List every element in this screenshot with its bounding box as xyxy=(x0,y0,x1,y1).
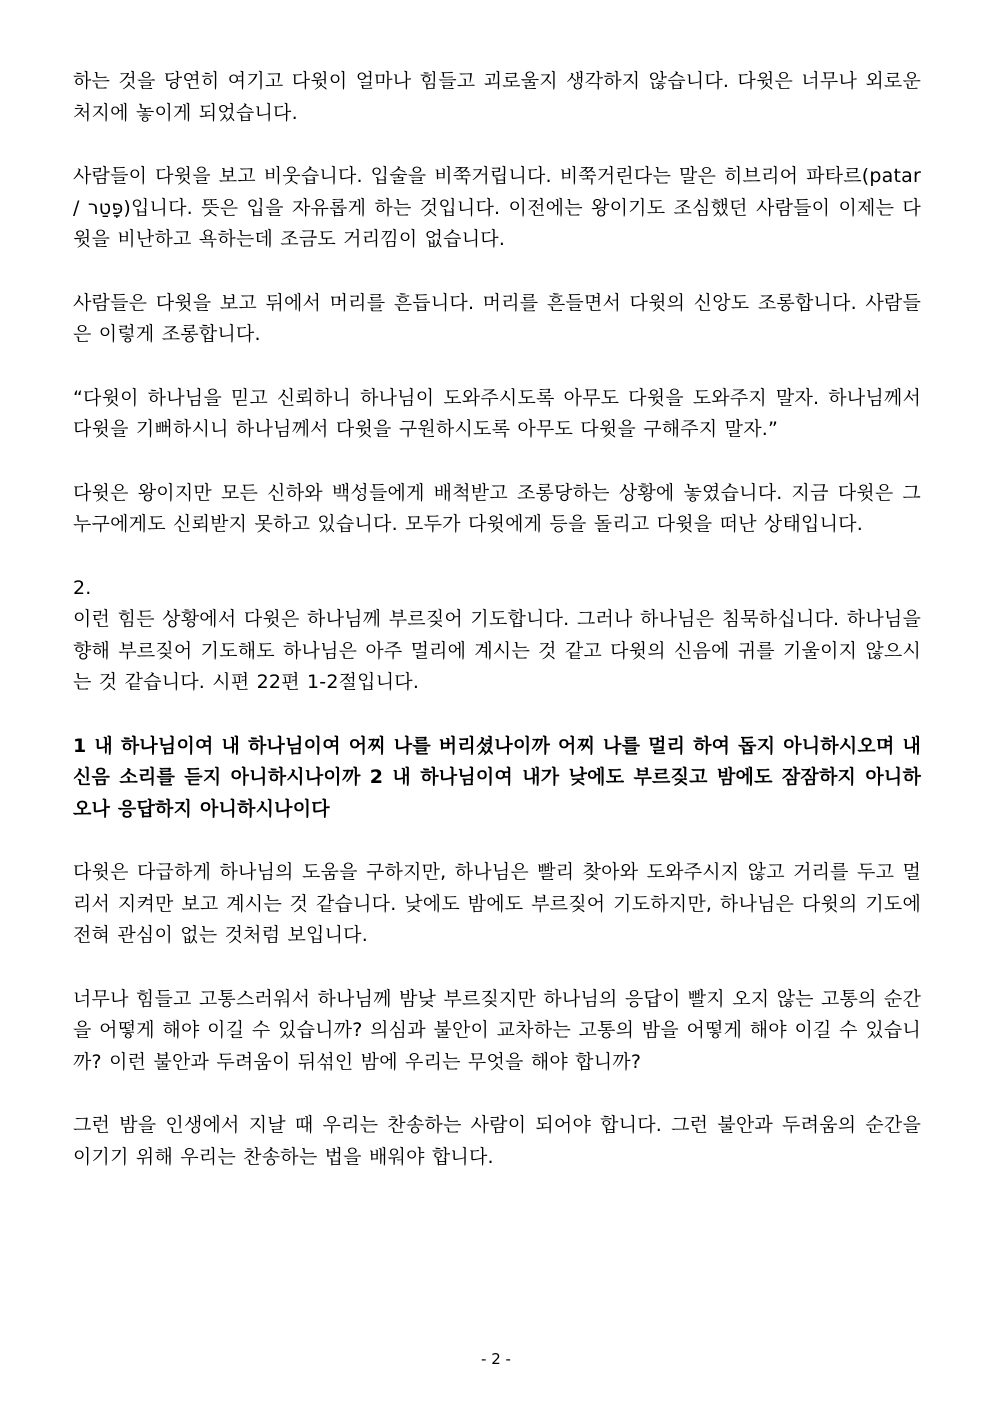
paragraph-9: 다윗은 다급하게 하나님의 도움을 구하지만, 하나님은 빨리 찾아와 도와주시지 않고 거리를 두고 멀리서 지켜만 보고 계시는 것 같습니다. 낮에도 밤에도 부르짖어 기도하지만, 하나님은 다윗의 기도에 전혀 관심이 없는 것처럼 보입니다. xyxy=(73,861,921,946)
section-number: 2. xyxy=(73,576,92,599)
paragraph-gap xyxy=(73,351,921,383)
paragraph-gap xyxy=(73,1078,921,1110)
paragraph-gap xyxy=(73,129,921,161)
paragraph-3: 사람들은 다윗을 보고 뒤에서 머리를 흔듭니다. 머리를 흔들면서 다윗의 신앙도 조롱합니다. 사람들은 이렇게 조롱합니다. xyxy=(73,291,921,345)
quote-paragraph: “다윗이 하나님을 믿고 신뢰하니 하나님이 도와주시도록 아무도 다윗을 도와주지 말자. 하나님께서 다윗을 기뻐하시니 하나님께서 다윗을 구원하시도록 아무도 다윗을 구해주지 말자.” xyxy=(73,386,921,440)
paragraph-gap xyxy=(73,541,921,573)
paragraph-11: 그런 밤을 인생에서 지날 때 우리는 찬송하는 사람이 되어야 합니다. 그런 불안과 두려움의 순간을 이기기 위해 우리는 찬송하는 법을 배워야 합니다. xyxy=(73,1114,921,1168)
paragraph-10: 너무나 힘들고 고통스러워서 하나님께 밤낮 부르짖지만 하나님의 응답이 빨지 오지 않는 고통의 순간을 어떻게 해야 이길 수 있습니까? 의심과 불안이 교차하는 고통의 밤을 어떻게 해야 이길 수 있습니까? 이런 불안과 두려움이 뒤섞인 밤에 우리는 무엇을 해야 합니까? xyxy=(73,987,921,1073)
page-number: - 2 - xyxy=(481,1350,511,1368)
document-body xyxy=(73,66,921,1173)
paragraph-7: 이런 힘든 상황에서 다윗은 하나님께 부르짖어 기도합니다. 그러나 하나님은 침묵하십니다. 하나님을 향해 부르짖어 기도해도 하나님은 아주 멀리에 계시는 것 같고 다윗의 신음에 귀를 기울이지 않으시는 것 같습니다. 시편 22편 1-2절입니다. xyxy=(73,608,921,693)
paragraph-2: 사람들이 다윗을 보고 비웃습니다. 입술을 비쭉거립니다. 비쭉거린다는 말은 히브리어 파타르(patar / פָּטַר)입니다. 뜻은 입을 자유롭게 하는 것입니다. 이전에는 왕이기도 조심했던 사람들이 이제는 다윗을 비난하고 욕하는데 조금도 거리낌이 없습니다. xyxy=(73,165,921,250)
scripture-quote: 1 내 하나님이여 내 하나님이여 어찌 나를 버리셨나이까 어찌 나를 멀리 하여 돕지 아니하시오며 내 신음 소리를 듣지 아니하시나이까 2 내 하나님이여 내가 낮에도 부르짖고 밤에도 잠잠하지 아니하오나 응답하지 아니하시나이다 xyxy=(73,734,921,820)
paragraph-5: 다윗은 왕이지만 모든 신하와 백성들에게 배척받고 조롱당하는 상황에 놓였습니다. 지금 다윗은 그 누구에게도 신뢰받지 못하고 있습니다. 모두가 다윗에게 등을 돌리고 다윗을 떠난 상태입니다. xyxy=(73,481,921,535)
paragraph-gap xyxy=(73,256,921,288)
paragraph-1: 하는 것을 당연히 여기고 다윗이 얼마나 힘들고 괴로울지 생각하지 않습니다. 다윗은 너무나 외로운 처지에 놓이게 되었습니다. xyxy=(73,70,921,124)
paragraph-gap xyxy=(73,825,921,857)
paragraph-gap xyxy=(73,699,921,731)
paragraph-gap xyxy=(73,952,921,984)
paragraph-gap xyxy=(73,446,921,478)
